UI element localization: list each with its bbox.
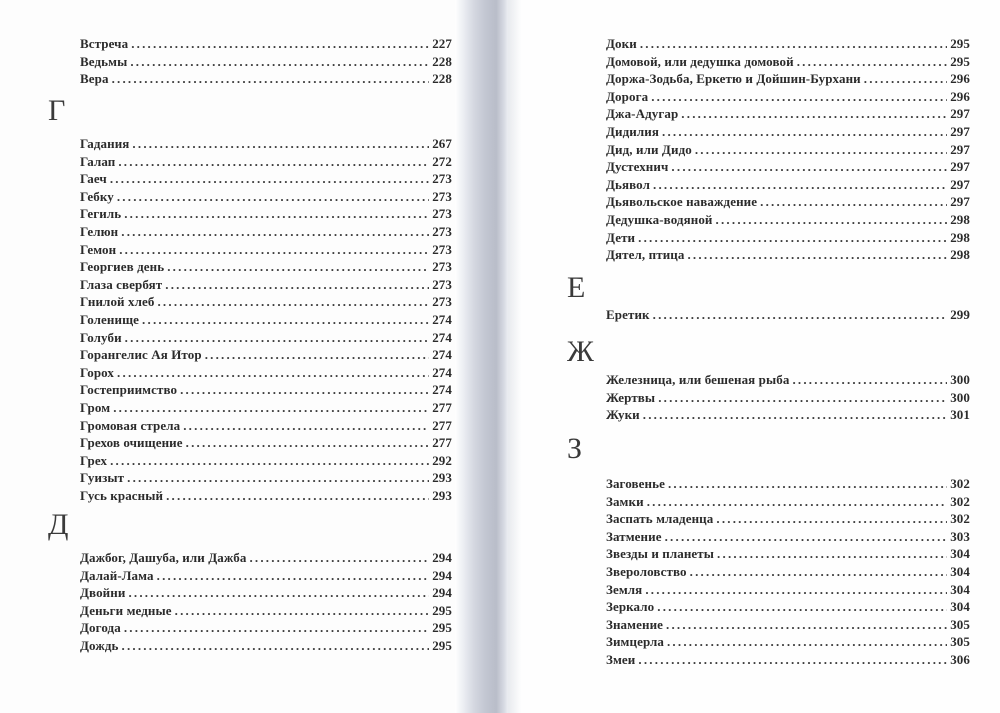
dot-leader	[183, 418, 429, 434]
entry-term: Гусь красный	[80, 487, 164, 503]
entry-term: Громовая стрела	[80, 417, 181, 433]
index-group-d-continued	[606, 36, 970, 265]
entry-page-number: 297	[950, 123, 970, 139]
index-entry	[80, 638, 452, 656]
entry-term: Голуби	[80, 329, 122, 345]
dot-leader	[645, 582, 947, 598]
entry-term: Дятел, птица	[606, 247, 685, 263]
dot-leader	[658, 390, 947, 406]
dot-leader	[792, 372, 947, 388]
entry-term: Еретик	[606, 307, 650, 322]
entry-term: Затмение	[606, 528, 662, 544]
entry-term: Дажбог, Дашуба, или Дажба	[80, 550, 247, 565]
entry-page-number: 303	[950, 528, 970, 544]
entry-page-number: 304	[950, 563, 970, 579]
entry-page-number: 274	[432, 347, 452, 363]
entry-page-number: 298	[950, 247, 970, 263]
dot-leader	[662, 124, 947, 140]
entry-page-number: 273	[432, 241, 452, 257]
index-entry	[606, 390, 970, 408]
index-entry	[80, 330, 452, 348]
index-entry	[606, 36, 970, 54]
dot-leader	[128, 585, 429, 601]
dot-leader	[653, 307, 948, 323]
dot-leader	[124, 620, 429, 636]
dot-leader	[124, 206, 429, 222]
index-entry	[606, 71, 970, 89]
index-entry	[80, 550, 452, 568]
entry-page-number: 227	[432, 36, 452, 51]
entry-page-number: 277	[432, 399, 452, 415]
dot-leader	[121, 224, 429, 240]
entry-term: Встреча	[80, 36, 129, 51]
entry-page-number: 302	[950, 476, 970, 491]
dot-leader	[647, 494, 947, 510]
dot-leader	[671, 159, 947, 175]
index-group-d	[80, 550, 452, 656]
index-entry	[606, 159, 970, 177]
entry-term: Грехов очищение	[80, 435, 183, 451]
index-entry	[80, 71, 452, 89]
entry-term: Дорога	[606, 88, 649, 104]
entry-term: Жертвы	[606, 389, 656, 405]
index-entry	[606, 564, 970, 582]
entry-page-number: 297	[950, 159, 970, 175]
entry-page-number: 302	[950, 511, 970, 527]
entry-term: Земля	[606, 581, 643, 597]
entry-page-number: 274	[432, 329, 452, 345]
entry-page-number: 301	[950, 407, 970, 423]
entry-page-number: 302	[950, 493, 970, 509]
entry-page-number: 273	[432, 206, 452, 222]
dot-leader	[668, 476, 947, 492]
dot-leader	[180, 382, 429, 398]
index-entry	[606, 247, 970, 265]
index-entry	[80, 36, 452, 54]
entry-term: Заговенье	[606, 476, 665, 491]
entry-page-number: 295	[432, 602, 452, 618]
entry-term: Джа-Адугар	[606, 106, 679, 122]
entry-page-number: 273	[432, 171, 452, 187]
entry-page-number: 297	[950, 141, 970, 157]
entry-term: Доржа-Зодьба, Еркетю и Дойшин-Бурхани	[606, 71, 861, 87]
index-entry	[606, 494, 970, 512]
dot-leader	[110, 453, 429, 469]
entry-page-number: 295	[432, 637, 452, 653]
entry-page-number: 294	[432, 567, 452, 583]
index-group-zh	[606, 372, 970, 425]
entry-page-number: 273	[432, 276, 452, 292]
entry-term: Вера	[80, 71, 109, 87]
index-entry	[606, 511, 970, 529]
entry-page-number: 297	[950, 176, 970, 192]
entry-page-number: 304	[950, 599, 970, 615]
entry-term: Заспать младенца	[606, 511, 714, 527]
entry-term: Железница, или бешеная рыба	[606, 372, 790, 387]
entry-term: Гемон	[80, 241, 117, 257]
entry-term: Замки	[606, 493, 644, 509]
dot-leader	[125, 330, 430, 346]
dot-leader	[716, 212, 948, 228]
entry-term: Жуки	[606, 407, 640, 423]
entry-page-number: 306	[950, 651, 970, 667]
entry-term: Звезды и планеты	[606, 546, 715, 562]
entry-term: Дустехнич	[606, 159, 669, 175]
dot-leader	[681, 106, 947, 122]
index-entry	[80, 294, 452, 312]
dot-leader	[643, 407, 947, 423]
index-entry	[606, 634, 970, 652]
index-entry	[606, 476, 970, 494]
entry-term: Дедушка-водяной	[606, 211, 713, 227]
entry-term: Дид, или Дидо	[606, 141, 692, 157]
dot-leader	[167, 259, 429, 275]
entry-term: Далай-Лама	[80, 567, 154, 583]
entry-term: Гелюн	[80, 223, 119, 239]
index-entry	[606, 212, 970, 230]
entry-page-number: 272	[432, 153, 452, 169]
entry-page-number: 296	[950, 88, 970, 104]
index-entry	[606, 407, 970, 425]
entry-page-number: 274	[432, 382, 452, 398]
entry-term: Галап	[80, 153, 116, 169]
entry-term: Глаза свербят	[80, 276, 163, 292]
dot-leader	[157, 568, 430, 584]
section-letter-e: Е	[567, 271, 586, 304]
dot-leader	[130, 54, 429, 70]
entry-term: Гаеч	[80, 171, 107, 187]
entry-term: Зеркало	[606, 599, 655, 615]
entry-page-number: 292	[432, 452, 452, 468]
index-entry	[606, 307, 970, 325]
index-entry	[80, 206, 452, 224]
dot-leader	[131, 36, 429, 52]
index-entry	[606, 54, 970, 72]
dot-leader	[657, 599, 947, 615]
entry-term: Звероловство	[606, 563, 687, 579]
entry-page-number: 295	[950, 53, 970, 69]
section-letter-g: Г	[48, 94, 66, 127]
entry-page-number: 295	[950, 36, 970, 51]
index-entry	[80, 435, 452, 453]
index-entry	[80, 242, 452, 260]
dot-leader	[175, 603, 430, 619]
entry-page-number: 294	[432, 585, 452, 601]
entry-term: Грех	[80, 452, 108, 468]
entry-term: Домовой, или дедушка домовой	[606, 53, 794, 69]
index-entry	[80, 470, 452, 488]
entry-term: Знамение	[606, 616, 664, 632]
spine-shadow	[508, 0, 522, 713]
index-entry	[80, 277, 452, 295]
dot-leader	[638, 652, 947, 668]
entry-term: Дождь	[80, 637, 119, 653]
index-entry	[80, 224, 452, 242]
entry-page-number: 267	[432, 136, 452, 151]
dot-leader	[165, 277, 429, 293]
entry-term: Деньги медные	[80, 602, 172, 618]
entry-page-number: 305	[950, 616, 970, 632]
entry-term: Ведьмы	[80, 53, 128, 69]
index-entry	[80, 136, 452, 154]
entry-page-number: 273	[432, 259, 452, 275]
entry-term: Гром	[80, 399, 111, 415]
entry-page-number: 273	[432, 294, 452, 310]
entry-term: Доки	[606, 36, 637, 51]
index-entry	[80, 400, 452, 418]
dot-leader	[690, 564, 948, 580]
index-entry	[80, 568, 452, 586]
entry-page-number: 228	[432, 71, 452, 87]
dot-leader	[118, 154, 429, 170]
dot-leader	[132, 136, 429, 152]
index-entry	[80, 171, 452, 189]
section-letter-zh: Ж	[567, 335, 594, 368]
entry-term: Георгиев день	[80, 259, 165, 275]
dot-leader	[122, 638, 430, 654]
dot-leader	[666, 617, 947, 633]
dot-leader	[717, 546, 947, 562]
entry-page-number: 228	[432, 53, 452, 69]
dot-leader	[113, 400, 429, 416]
entry-page-number: 273	[432, 223, 452, 239]
index-group-v-continued	[80, 36, 452, 89]
dot-leader	[716, 511, 947, 527]
entry-term: Гегиль	[80, 206, 122, 222]
index-entry	[606, 124, 970, 142]
index-group-z	[606, 476, 970, 670]
index-entry	[606, 582, 970, 600]
entry-term: Гнилой хлеб	[80, 294, 155, 310]
section-letter-z: З	[567, 432, 583, 465]
dot-leader	[142, 312, 429, 328]
dot-leader	[687, 247, 947, 263]
book-spine	[455, 0, 510, 713]
entry-page-number: 297	[950, 194, 970, 210]
entry-page-number: 298	[950, 229, 970, 245]
entry-page-number: 293	[432, 470, 452, 486]
entry-page-number: 297	[950, 106, 970, 122]
entry-term: Гебку	[80, 188, 114, 204]
entry-term: Дьявольское наваждение	[606, 194, 758, 210]
dot-leader	[695, 142, 947, 158]
dot-leader	[117, 189, 429, 205]
dot-leader	[640, 36, 947, 52]
index-entry	[80, 488, 452, 506]
entry-page-number: 295	[432, 620, 452, 636]
index-group-e	[606, 307, 970, 325]
dot-leader	[112, 71, 430, 87]
dot-leader	[119, 242, 429, 258]
index-entry	[80, 418, 452, 436]
dot-leader	[110, 171, 429, 187]
entry-term: Дети	[606, 229, 636, 245]
entry-term: Гуизыт	[80, 470, 125, 486]
dot-leader	[760, 194, 947, 210]
index-entry	[606, 652, 970, 670]
entry-page-number: 304	[950, 546, 970, 562]
index-group-g	[80, 136, 452, 505]
dot-leader	[864, 71, 947, 87]
entry-page-number: 277	[432, 417, 452, 433]
entry-page-number: 274	[432, 311, 452, 327]
dot-leader	[638, 230, 947, 246]
index-entry	[80, 189, 452, 207]
index-entry	[606, 194, 970, 212]
entry-term: Голенище	[80, 311, 140, 327]
index-entry	[606, 599, 970, 617]
entry-page-number: 296	[950, 71, 970, 87]
index-entry	[80, 453, 452, 471]
index-entry	[606, 89, 970, 107]
entry-term: Дидилия	[606, 123, 660, 139]
entry-page-number: 305	[950, 634, 970, 650]
dot-leader	[653, 177, 947, 193]
index-entry	[80, 585, 452, 603]
entry-page-number: 293	[432, 487, 452, 503]
entry-page-number: 299	[950, 307, 970, 322]
dot-leader	[127, 470, 429, 486]
dot-leader	[249, 550, 429, 566]
entry-page-number: 274	[432, 364, 452, 380]
entry-term: Горох	[80, 364, 115, 380]
index-entry	[606, 617, 970, 635]
dot-leader	[651, 89, 947, 105]
entry-term: Гостеприимство	[80, 382, 178, 398]
dot-leader	[166, 488, 429, 504]
entry-page-number: 300	[950, 389, 970, 405]
index-entry	[606, 230, 970, 248]
entry-term: Змеи	[606, 651, 636, 667]
index-entry	[80, 154, 452, 172]
index-entry	[80, 382, 452, 400]
entry-page-number: 298	[950, 211, 970, 227]
index-entry	[80, 312, 452, 330]
index-entry	[606, 372, 970, 390]
dot-leader	[205, 347, 430, 363]
index-entry	[606, 106, 970, 124]
dot-leader	[665, 529, 948, 545]
dot-leader	[667, 634, 947, 650]
entry-page-number: 277	[432, 435, 452, 451]
entry-page-number: 273	[432, 188, 452, 204]
index-entry	[80, 620, 452, 638]
index-entry	[80, 259, 452, 277]
entry-term: Догода	[80, 620, 121, 636]
index-entry	[606, 529, 970, 547]
index-entry	[80, 54, 452, 72]
dot-leader	[117, 365, 429, 381]
index-entry	[80, 365, 452, 383]
entry-term: Зимцерла	[606, 634, 664, 650]
index-entry	[80, 603, 452, 621]
entry-term: Дьявол	[606, 176, 651, 192]
dot-leader	[797, 54, 948, 70]
entry-term: Горангелис Ая Итор	[80, 347, 202, 363]
index-entry	[80, 347, 452, 365]
entry-page-number: 304	[950, 581, 970, 597]
entry-term: Двойни	[80, 585, 126, 601]
section-letter-d: Д	[48, 508, 69, 541]
entry-page-number: 294	[432, 550, 452, 565]
entry-page-number: 300	[950, 372, 970, 387]
index-entry	[606, 177, 970, 195]
index-entry	[606, 142, 970, 160]
dot-leader	[157, 294, 429, 310]
dot-leader	[186, 435, 430, 451]
index-entry	[606, 546, 970, 564]
entry-term: Гадания	[80, 136, 130, 151]
